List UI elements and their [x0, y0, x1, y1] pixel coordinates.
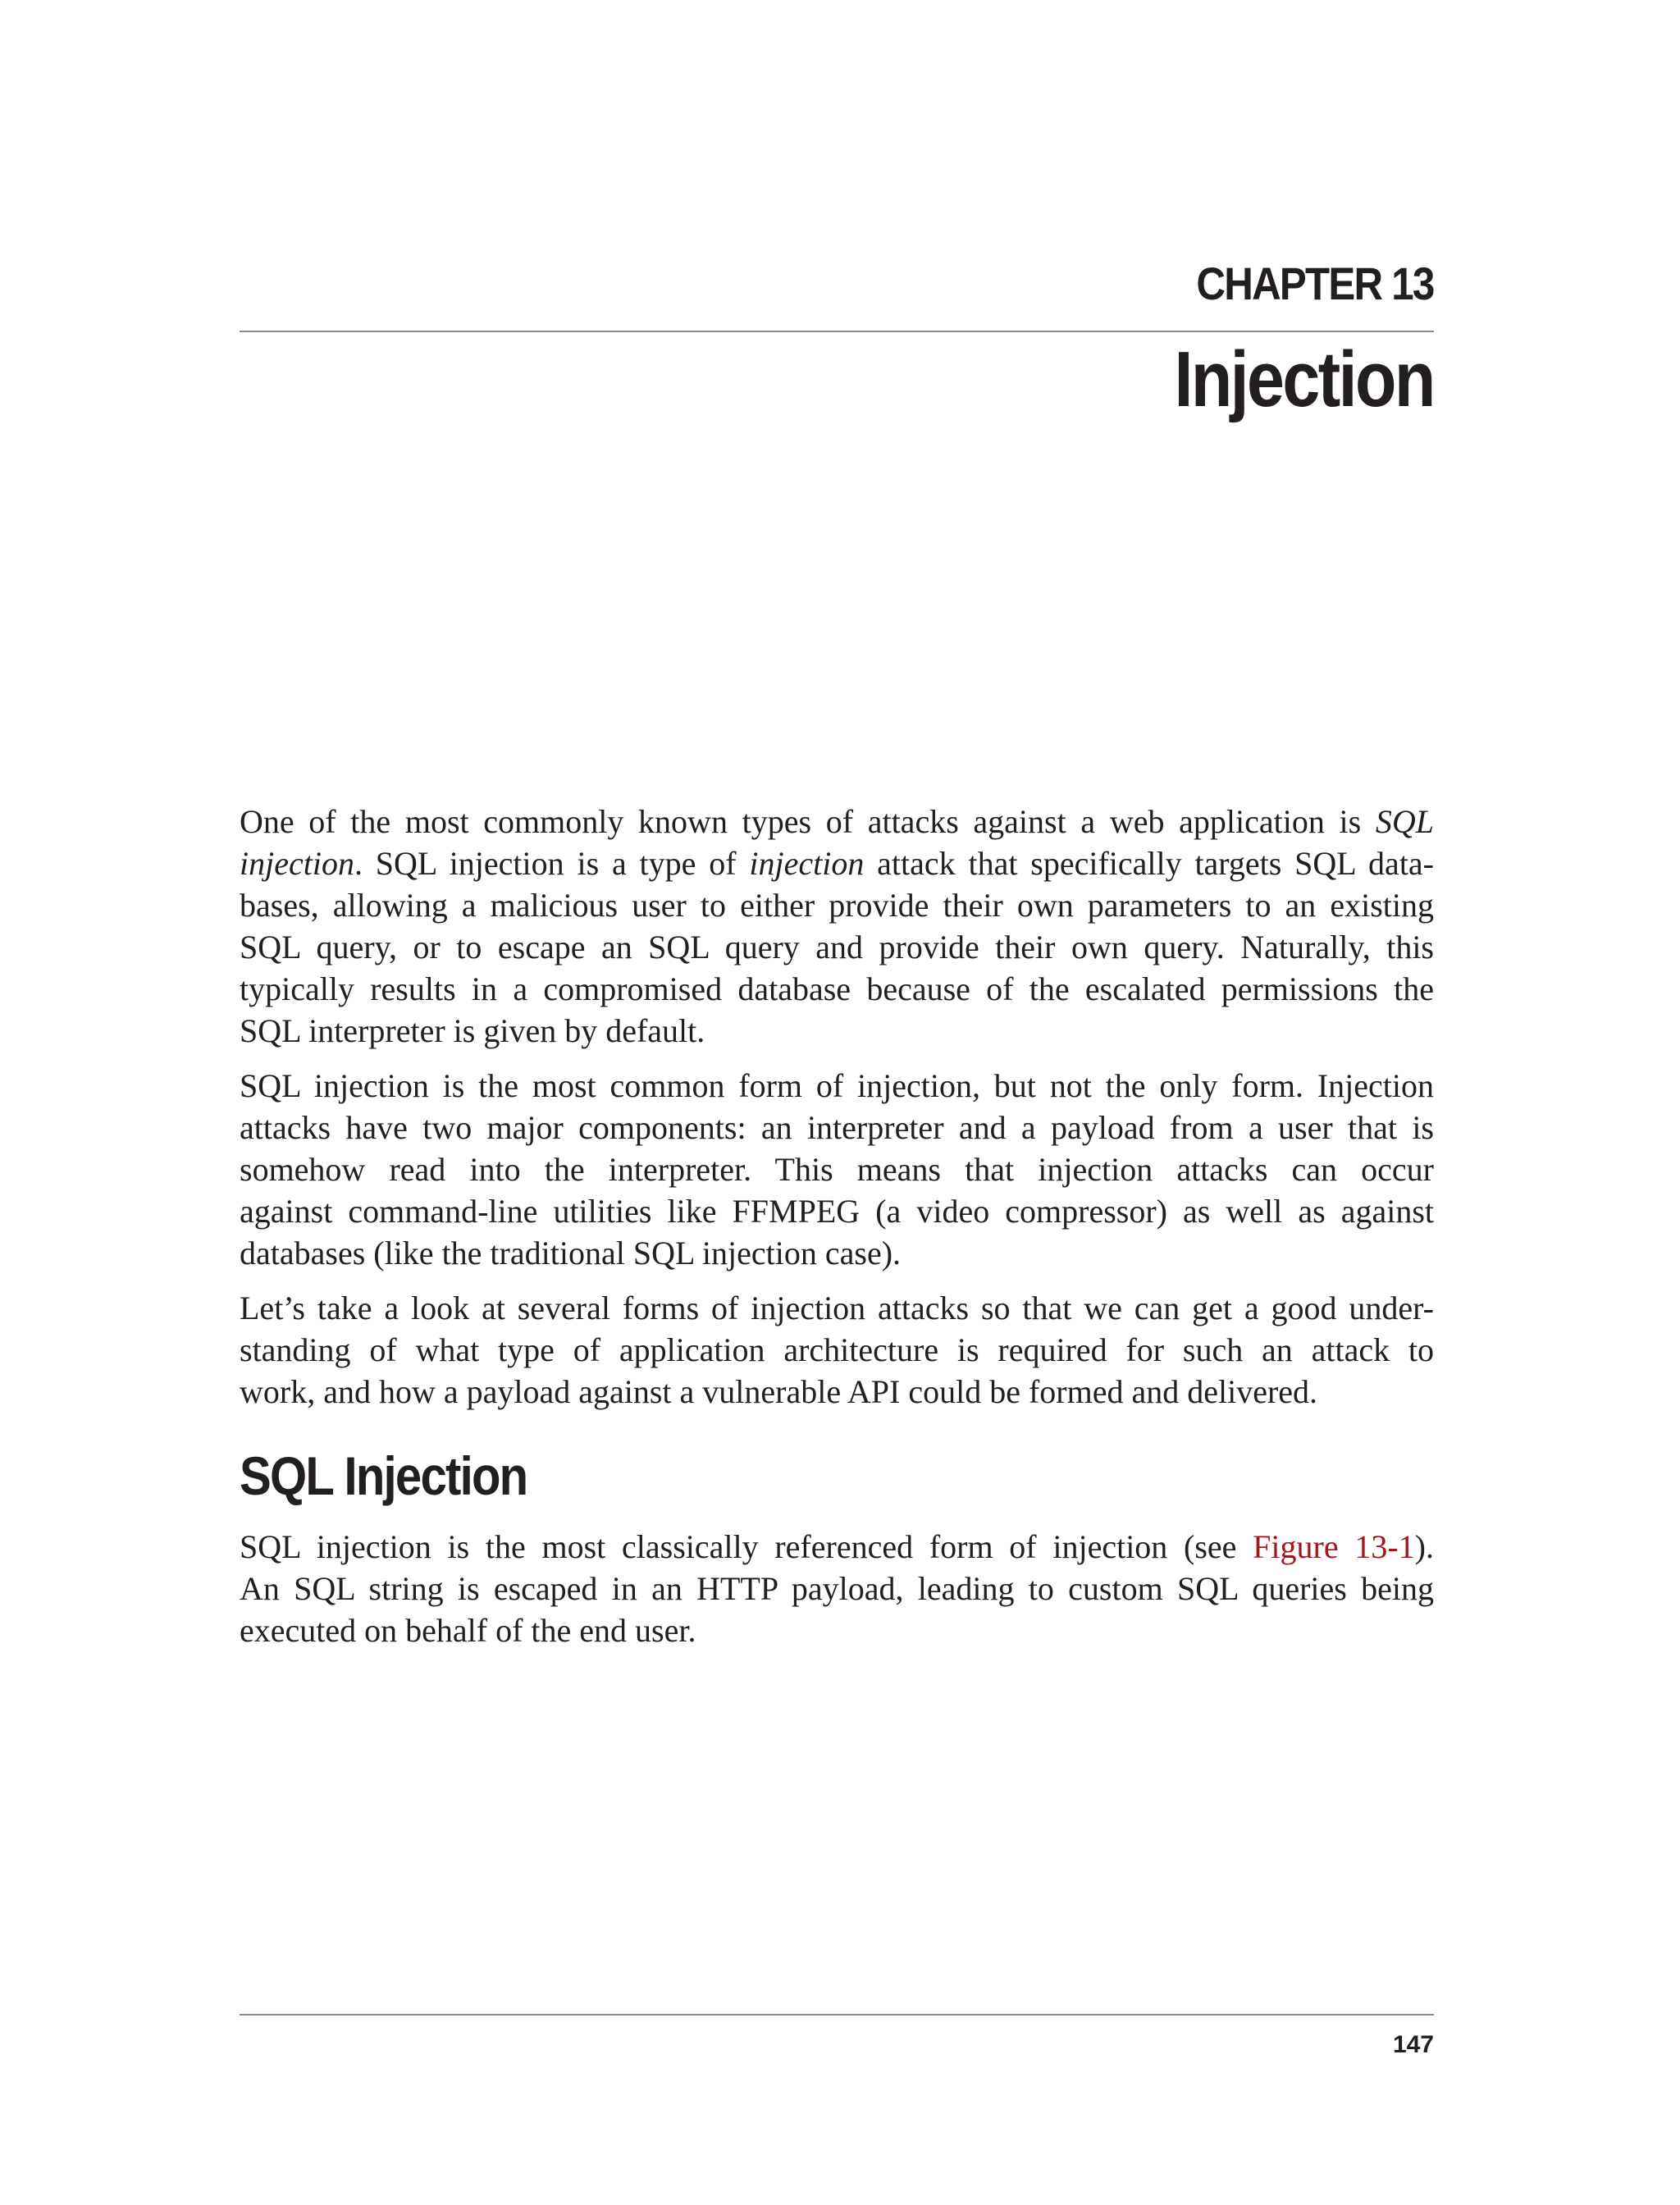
emphasis-text: injection: [240, 845, 354, 882]
page-number: 147: [1392, 2031, 1434, 2058]
text-line: An SQL string is escaped in an HTTP payload, leading to custom SQL queries being: [240, 1570, 1434, 1607]
text-line: databases (like the traditional SQL injection case).: [240, 1235, 902, 1271]
text-line: typically results in a compromised database because of the escalated permissions the: [240, 970, 1434, 1007]
text-line: injection. SQL injection is a type of injection attack that specifically targets SQL data-: [240, 845, 1435, 882]
text-line: SQL query, or to escape an SQL query and provide their own query. Naturally, this: [240, 929, 1434, 966]
chapter-title: Injection: [1174, 336, 1434, 423]
figure-cross-reference-link[interactable]: Figure 13-1: [1253, 1528, 1415, 1565]
section-heading: SQL Injection: [240, 1445, 527, 1506]
chapter-divider: [240, 331, 1434, 332]
text-line: work, and how a payload against a vulnerable API could be formed and delivered.: [240, 1373, 1318, 1410]
text-line: attacks have two major components: an interpreter and a payload from a user that is: [240, 1109, 1434, 1146]
emphasis-text: SQL: [1375, 803, 1434, 840]
chapter-label: CHAPTER 13: [1196, 258, 1434, 309]
text-line: SQL interpreter is given by default.: [240, 1012, 705, 1049]
text-line: against command-line utilities like FFMPEG (a video compressor) as well as against: [240, 1193, 1434, 1230]
text-line: somehow read into the interpreter. This means that injection attacks can occur: [240, 1151, 1434, 1188]
chapter-body: [240, 801, 1434, 1664]
emphasis-text: injection: [749, 845, 865, 882]
text-line: standing of what type of application architecture is required for such an attack to: [240, 1331, 1434, 1368]
text-line: executed on behalf of the end user.: [240, 1612, 696, 1649]
paragraph-components: [240, 1065, 1434, 1274]
text-line: bases, allowing a malicious user to either provide their own parameters to an existing: [240, 887, 1434, 924]
text-line: SQL injection is the most classically referenced form of injection (see Figure 13-1).: [240, 1528, 1434, 1565]
footer-divider: [240, 2014, 1434, 2016]
paragraph-intro: [240, 801, 1434, 1052]
paragraph-sql-injection: [240, 1526, 1434, 1651]
text-line: SQL injection is the most common form of injection, but not the only form. Injection: [240, 1067, 1434, 1104]
paragraph-overview: [240, 1287, 1434, 1413]
text-line: Let’s take a look at several forms of injection attacks so that we can get a good under-: [240, 1290, 1434, 1326]
text-line: One of the most commonly known types of attacks against a web application is SQL: [240, 803, 1434, 840]
